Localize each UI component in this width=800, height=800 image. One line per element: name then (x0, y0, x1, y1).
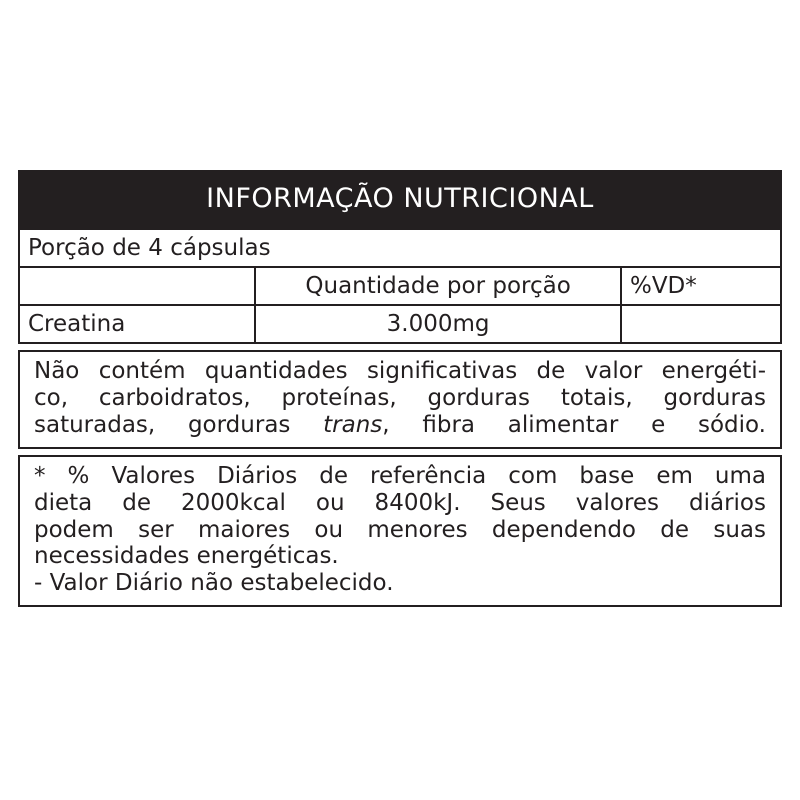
serving-row (19, 229, 781, 267)
note-line-3-part-a: saturadas, gorduras (34, 411, 324, 438)
column-header-name (19, 267, 255, 305)
table-row (19, 305, 781, 343)
table-header-row (19, 267, 781, 305)
serving-size-text: Porção de 4 cápsulas (19, 229, 781, 267)
note-line-3-part-c: , fibra alimentar e sódio. (382, 411, 766, 438)
note-line-3-emphasis: trans (323, 411, 383, 438)
nutrition-facts-label (18, 170, 782, 607)
nutrient-dv (621, 305, 781, 343)
nutrition-label-title: INFORMAÇÃO NUTRICIONAL (18, 170, 782, 228)
insignificant-amounts-note (18, 350, 782, 449)
daily-values-note (18, 455, 782, 608)
dv-note-line-3: podem ser maiores ou menores dependendo de suas (34, 516, 766, 543)
note-line-3 (34, 412, 766, 439)
note-line-1: Não contém quantidades significativas de valor energéti- (34, 358, 766, 384)
dv-note-line-4: necessidades energéticas. (34, 543, 339, 570)
nutrient-amount: 3.000mg (255, 305, 621, 343)
nutrition-table (18, 228, 782, 344)
note-line-2: co, carboidratos, proteínas, gorduras totais, gorduras (34, 384, 766, 411)
column-header-amount: Quantidade por porção (255, 267, 621, 305)
dv-note-line-5: - Valor Diário não estabelecido. (34, 570, 394, 597)
nutrient-name: Creatina (19, 305, 255, 343)
dv-note-line-1: * % Valores Diários de referência com base em uma (34, 462, 766, 489)
column-header-dv: %VD* (621, 267, 781, 305)
dv-note-line-2: dieta de 2000kcal ou 8400kJ. Seus valores diários (34, 489, 766, 516)
